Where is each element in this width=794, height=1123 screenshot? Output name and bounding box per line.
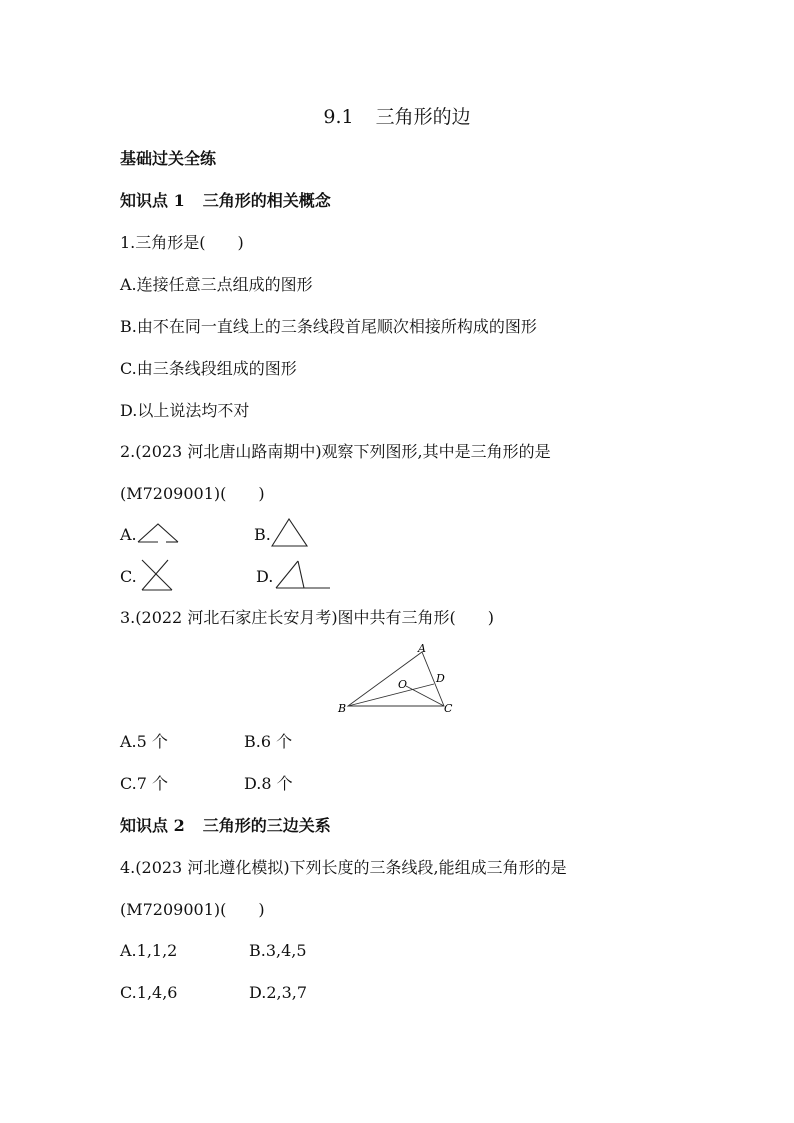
open-shape-a-figure: [136, 522, 182, 544]
question-2-option-c: [120, 566, 137, 588]
question-3-option-a: A.5 个: [120, 732, 168, 751]
section-title: 三角形的边: [375, 106, 471, 128]
knowledge-point-title: 三角形的三边关系: [202, 816, 331, 835]
question-2-option-d: [256, 566, 273, 588]
option-label: C.: [120, 567, 137, 586]
question-4-stem: 4.(2023 河北遵化模拟)下列长度的三条线段,能组成三角形的是: [120, 858, 567, 877]
option-label: B.: [254, 525, 271, 544]
question-2-option-a: [120, 524, 137, 546]
question-3-option-b: B.6 个: [244, 732, 293, 751]
question-3-option-c: C.7 个: [120, 774, 169, 793]
question-2-stem-code: (M7209001)( ): [120, 484, 265, 503]
question-1-option-b: B.由不在同一直线上的三条线段首尾顺次相接所构成的图形: [120, 317, 537, 336]
knowledge-point-label: 知识点 2: [120, 816, 185, 835]
question-2-stem: 2.(2023 河北唐山路南期中)观察下列图形,其中是三角形的是: [120, 442, 551, 461]
question-1-option-c: C.由三条线段组成的图形: [120, 359, 297, 378]
option-label: D.: [256, 567, 274, 586]
question-4-stem-code: (M7209001)( ): [120, 900, 265, 919]
question-4-option-c: C.1,4,6: [120, 983, 178, 1002]
label-a: A: [418, 642, 426, 655]
extended-shape-d-figure: [274, 558, 332, 592]
question-3-stem: 3.(2022 河北石家庄长安月考)图中共有三角形( ): [120, 608, 495, 627]
label-b: B: [338, 702, 347, 715]
knowledge-point-label: 知识点 1: [120, 191, 185, 210]
knowledge-point-2: [120, 815, 331, 837]
section-number: 9.1: [323, 106, 354, 128]
question-4-option-a: A.1,1,2: [120, 941, 178, 960]
question-4-option-b: B.3,4,5: [249, 941, 307, 960]
triangle-b-figure: [270, 516, 310, 548]
question-1-option-d: D.以上说法均不对: [120, 401, 250, 420]
question-1-option-a: A.连接任意三点组成的图形: [120, 275, 313, 294]
question-4-option-d: D.2,3,7: [249, 983, 308, 1002]
label-c: C: [444, 702, 453, 715]
question-3-option-d: D.8 个: [244, 774, 293, 793]
question-2-option-b: [254, 524, 271, 546]
page-title: [0, 104, 794, 130]
crossed-shape-c-figure: [138, 558, 176, 594]
label-d: D: [436, 672, 445, 685]
option-label: A.: [120, 525, 137, 544]
question-1-stem: 1.三角形是( ): [120, 233, 244, 252]
knowledge-point-1: [120, 190, 331, 212]
knowledge-point-title: 三角形的相关概念: [202, 191, 331, 210]
section-heading: 基础过关全练: [120, 149, 217, 168]
triangle-abc-figure: [330, 638, 470, 720]
label-o: O: [398, 678, 408, 691]
